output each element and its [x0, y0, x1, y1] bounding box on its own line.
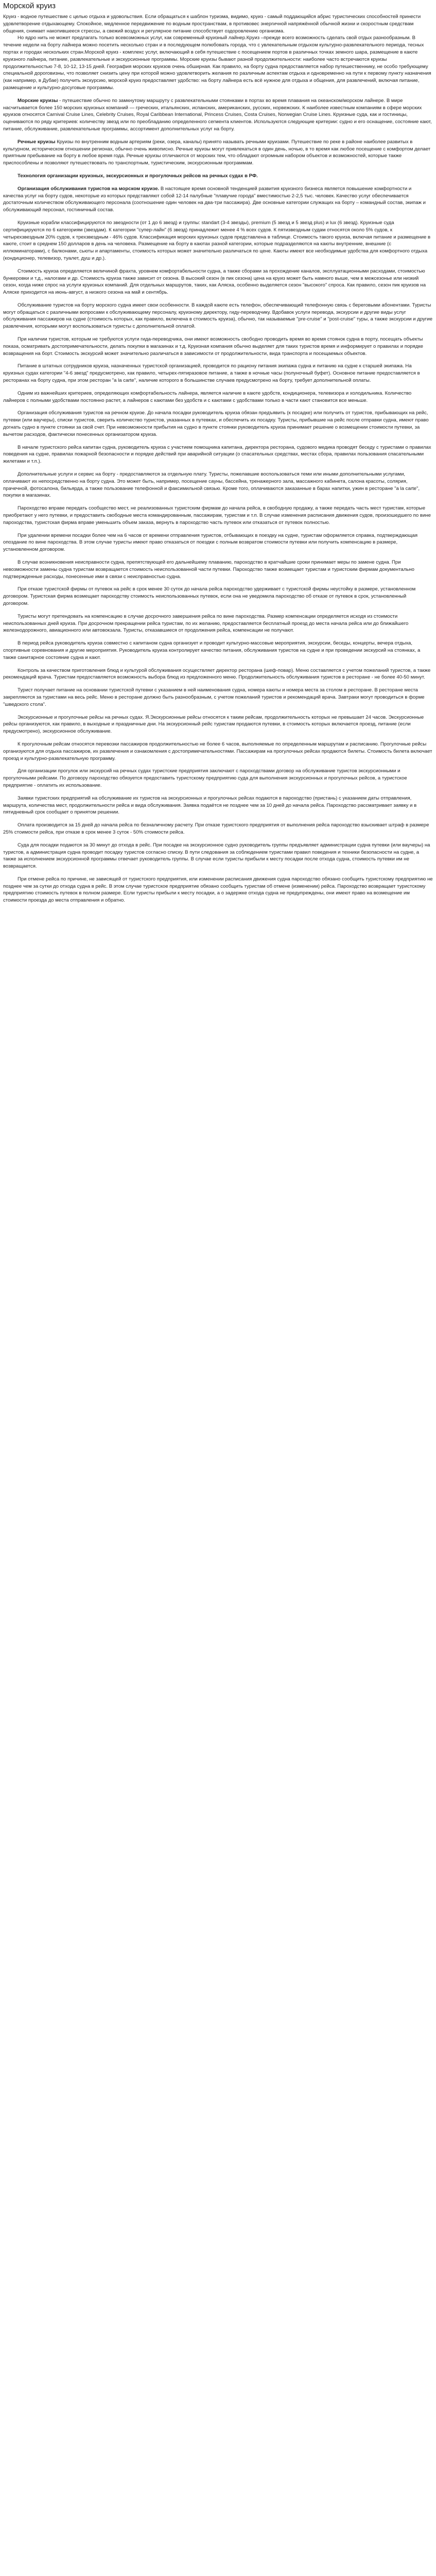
- paragraph: [3, 185, 433, 214]
- paragraph: [3, 822, 433, 836]
- paragraph-text: Организация обслуживания туристов на речном круизе. До начала посадки руководитель круиза обязан предъявить (к посадке) или получить от туристов, прибывающих на рейс, путевки (или ваучеры), списки туристов, сверить количество туристов, указанных в путевках, и обеспечить их посадку. Туристы, прибывшие на рейс после отправки судна, имеют право догнать судно в пункте стоянки за свой счет. При невозможности прибытия на судно в пункте стоянки руководитель круиза принимает решение о возмещении стоимости путевки, за вычетом расходов, фактически понесенных организатором круиза.: [3, 410, 429, 437]
- paragraph-text: Заявки туристских предприятий на обслуживание их туристов на экскурсионных и прогулочных рейсах подаются в пароходство (пристань) с указанием даты отправления, маршрута, количества мест, продолжительности рейса и вида обслуживания. Заявка подаётся не позднее чем за 10 дней до начала рейса. Пароходство рассматривает заявку и в пятидневный срок сообщает о принятом решении.: [3, 795, 417, 816]
- paragraph: [3, 13, 433, 35]
- paragraph-lead: Речные круизы: [18, 139, 56, 145]
- paragraph-text: В случае возникновения неисправности судна, препятствующей его дальнейшему плаванию, пароходство в кратчайшие сроки принимает меры по замене судна. При невозможности замены судна туристам возвращается стоимость неиспользованной части путевки. Пароходство также возмещает туристам и туристским фирмам документально подтвержденные расходы, понесенные ими в связи с неисправностью судна.: [3, 560, 414, 580]
- paragraph-text: Питание в штатных сотрудников круиза, назначенных туристской организацией, проводится по рациону питания экипажа судна и питанию на судне к старшей экипажа. На круизных судах категории "4-6 звезд" предусмотрено, как правило, четырех-пятиразовое питание, а также в ночные часы (полуночный буфет). Основное питание предоставляется в ресторанах на борту судна, при этом ресторан "a la carte", наличие которого в большинстве случаев предусмотрено на борту, требует дополнительной оплаты.: [3, 363, 420, 384]
- paragraph-text: К прогулочным рейсам относятся перевозки пассажиров продолжительностью не более 6 часов, выполняемые по определенным маршрутам и расписанию. Прогулочные рейсы организуются для отдыха пассажиров, их развлечения и ознакомления с достопримечательностями. Пассажирам на прогулочных рейсах продаются билеты. Стоимость билета включает проезд и культурно-развлекательную программу.: [3, 741, 432, 761]
- paragraph: [3, 586, 433, 607]
- paragraph-text: Круиз - водное путешествие с целью отдыха и удовольствия. Если обращаться к шаблон туризма, видимо, круиз - самый поддающийся абрис туристических способностей принести удовлетворение отдыхающему. Спокойное, медленное передвижение по водным пространствам, в противовес энергичной напряжённой обычной жизни и скоростным средствам общения, снимает накопившееся стрессы, а свежий воздух и регулярное питание способствует оздоровлению организма.: [3, 14, 421, 34]
- paragraph-text: Туристы могут претендовать на компенсацию в случае досрочного завершения рейса по вине пароходства. Размер компенсации определяется исходя из стоимости неиспользованных дней круиза. При досрочном прекращении рейса туристам, по их желанию, предоставляется бесплатный проезд до места начала рейса или до ближайшего железнодорожного, авиационного или автовокзала. Туристы, отказавшиеся от продолжения рейса, компенсации не получают.: [3, 613, 409, 634]
- paragraph: [3, 390, 433, 404]
- paragraph: [3, 302, 433, 330]
- paragraph: [3, 173, 433, 180]
- paragraph: [3, 842, 433, 870]
- paragraph-text: Экскурсионные и прогулочные рейсы на речных судах. Я.Экскурсионные рейсы относятся к таким рейсам, продолжительность которых не превышает 24 часов. Экскурсионные рейсы организуются, как правило, в выходные и праздничные дни. На экскурсионный рейс туристам продаются путевки, в стоимость которых включается проезд, питание (если предусмотрено), экскурсионное обслуживание.: [3, 714, 424, 735]
- paragraph-text: Пароходство вправе передать сообщество мест, не реализованных туристским фирмам до начала рейса, в свободную продажу, а также передать часть мест туристам, которые приобретают у него путевки, и предоставить свободные места командированным, пассажирам, туристам и т.п. В случае изменения расписания движения судов, произошедшего по вине пароходства, туристская фирма вправе уменьшить объем заказа, вернуть в пароходство часть путевок или отказаться от путевок полностью.: [3, 505, 431, 526]
- paragraph: [3, 741, 433, 762]
- paragraph-text: Круизы по внутренним водным артериям (реки, озера, каналы) принято называть речными круизами. Путешествие по реке в районе наиболее развитых в культурном, историческом отношении регионах, обычно очень живописно. Речные круизы могут привлекаться в один день, ночью, в то время как любое посещение с комфортом делает приятным пребывание на борту в любое время года. Речные круизы отличаются от морских тем, что обладают огромным набором объектов и возможностей, которые также приспособлены и позволяют путешествовать по транспортным, туристическим, экскурсионным программам.: [3, 139, 431, 166]
- paragraph-text: Оплата производится за 15 дней до начала рейса по безналичному расчету. При отказе туристского предприятия от выполнения рейса пароходство взыскивает штраф в размере 25% стоимости рейса, при отказе в срок менее 3 суток - 50% стоимости рейса.: [3, 822, 429, 835]
- page-title: Морской круиз: [3, 2, 56, 10]
- paragraph-text: Стоимость круиза определяется величиной фрахта, уровнем комфортабельности судна, а также сборами за прохождение каналов, эксплуатационными расходами, стоимостью бункеровки и т.д., налогами и др. Стоимость круиза также зависит от сезона. В высокий сезон (в пик сезона) цена на круиз может быть намного выше, чем в межсезонье или низкий сезон, когда ниже спрос на услуги круизных компаний. Для отдельных маршрутов, таких, как Аляска, особенно выделяется сезон "высокого" спроса. Как правило, сезон пик круизов на Аляске приходится на июнь-август, а низкого сезона на май и сентябрь.: [3, 268, 426, 296]
- paragraph: [3, 336, 433, 357]
- paragraph-text: Но ядро нить не может предлагать только всевозможных услуг, как современный круизный лайнер.Круиз –прежде всего возможность сделать свой отдых разнообразным. В течение недели на борту лайнера можно посетить несколько стран и в последующем полюбовать города, что с увлекательным отдыхом культурно-развлекательного периода, тесных портах и городах нескольких стран.Морской круиз - комплекс услуг, включающий в себя путешествие с посещением портов в различных точках земного шара, размещение в каюте круизного лайнера, питание, развлекательные и экскурсионные программы. Морские круизы бывают разной продолжительности: наиболее часто встречаются круизы продолжительностью 7-8, 10-12, 13-15 дней. География морских круизов очень обширная. Как правило, на борту судна предоставляется набор путешественнику, не особо требующему специальной дороговизны, что позволяет снизить цену при которой можно удовлетворить желания по различным аспектам отдыха и одновременно на пути к первому пункту назначения (как например, в Дубае) получить экскурсию, морской круиз предоставляет удобство: на борту лайнера есть всё нужное для отдыха и общения, для развлечений, включая питание, размещение и культурно-досуговые программы.: [3, 35, 431, 91]
- paragraph-text: При наличии туристов, которым не требуются услуги гида-переводчика, они имеют возможность свободно проводить время во время стоянок судна в порту, посещать объекты показа, осматривать достопримечательности, делать покупки в магазинах и т.д. Круизная компания обычно выделяет для таких туристов время и информирует о правилах и порядке возвращения на борт. Стоимость экскурсий может значительно различаться в зависимости от продолжительности, вида транспорта и посещаемых объектов.: [3, 336, 423, 357]
- paragraph: [3, 471, 433, 499]
- paragraph: [3, 219, 433, 262]
- paragraph-lead: Морские круизы: [18, 97, 58, 104]
- paragraph: [3, 97, 433, 133]
- paragraph-text: Одним из важнейших критериев, определяющих комфортабельность лайнера, является наличие в каюте удобств, кондиционера, телевизора и холодильника. Количество лайнеров с полными удобствами постоянно растет, а лайнеров с каютами без удобств и с каютами с удобствами только в части кают становится все меньше.: [3, 390, 412, 403]
- paragraph-text: Турист получает питание на основании туристской путевки с указанием в ней наименования судна, номера каюты и номера места за столом в ресторане. В ресторане места закрепляются за туристами на весь рейс. Меню в ресторане должно быть разнообразным, с учетом пожеланий туристов и рекомендаций врача. Завтраки могут проводиться в форме "шведского стола".: [3, 687, 425, 707]
- paragraph-text: Обслуживание туристов на борту морского судна имеет свои особенности. В каждой каюте есть телефон, обеспечивающий телефонную связь с береговыми абонентами. Туристы могут обращаться с различными вопросами к обслуживающему персоналу, круизному директору, гиду-переводчику. Вдобавок услуги перевода, экскурсии и другие виды услуг обслуживания пассажиров на судне (стоимость которых, как правило, включена в стоимость круиза), обычно, так называемые "pre-cruise" и "post-cruise" туры, а также экскурсии и другие развлечения, которыми могут воспользоваться туристы с дополнительной оплатой.: [3, 302, 433, 330]
- paragraph-lead: Технология организации круизных, экскурсионных и прогулочных рейсов на речных судах в РФ.: [18, 173, 258, 179]
- paragraph: [3, 876, 433, 904]
- paragraph-lead: Организация обслуживания туристов на морском круизе.: [18, 185, 160, 192]
- paragraph: [3, 768, 433, 789]
- paragraph-text: Суда для посадки подаются за 30 минут до отхода в рейс. При посадке на экскурсионное судно руководитель группы предъявляет администрации судна путевки (или ваучеры) на туристов, а администрация судна проводит посадку туристов согласно списку. В пути следования за соблюдением туристами правил поведения и техники безопасности на судне, а также за исполнением экскурсионной программы отвечает руководитель группы. В случае если туристы прибыли к месту посадки после отхода судна, стоимость путевки им не возвращается.: [3, 842, 430, 870]
- paragraph-text: Контроль за качеством приготовления блюд и культурой обслуживания осуществляет директор ресторана (шеф-повар). Меню составляется с учетом пожеланий туристов, а также рекомендаций врача. Туристам предоставляется возможность выбора блюд из предложенного меню. Продолжительность обслуживания туристов в ресторане - не более 40-50 минут.: [3, 667, 431, 681]
- paragraph: [3, 139, 433, 167]
- paragraph-text: При отказе туристской фирмы от путевок на рейс в срок менее 30 суток до начала рейса пароходство удерживает с туристской фирмы неустойку в размере, установленном договором. Туристская фирма возмещает пароходству стоимость неиспользованных путевок, если она не уведомила пароходство об отказе от путевок в срок, установленный договором.: [3, 586, 416, 606]
- paragraph-text: В период рейса руководитель круиза совместно с капитаном судна организует и проводит культурно-массовые мероприятия, экскурсии, беседы, концерты, вечера отдыха, спортивные соревнования и другие мероприятия. Руководитель круиза контролирует качество питания, обслуживания туристов на судне и при проведении экскурсий на стоянках, а также санитарное состояние судна и кают.: [3, 640, 421, 660]
- paragraph: [3, 795, 433, 816]
- paragraph: [3, 640, 433, 661]
- paragraph-text: Круизные корабли классифицируются по звездности (от 1 до 6 звезд) и группы: standart (3-4 звезды), premium (5 звезд и 5 звезд plus) и lux (6 звезд). Круизные суда сертифицируются по 6 категориям (звездам). К категории "супер-лайн" (6 звезд) принадлежит менее 4 % всех судов. К пятизвездным судам относятся около 5% судов, к четырехзвездным 20% судов, к трехзвездным - 46% судов. Классификация морских круизных судов представлена в таблице. Стоимость такого круиза, включая питание и размещение в каюте, стоит в среднем 150 долларов в день на человека. Размещение на борту в каютах разной категории, которые подразделяются на каюты внутренние, внешние (с иллюминаторами), с балконами, сьюты и апартаменты, стоимость которых может значительно различаться по цене. Каюты имеют все необходимые удобства для комфортного отдыха (кондиционер, телевизор, туалет, душ и др.).: [3, 219, 431, 261]
- paragraph-text: При удалении времени посадки более чем на 6 часов от времени отправления туристов, отбывающих в поездку на судне, туристам оформляется справка, подтверждающая опоздание по вине пароходства. В этом случае туристы имеют право отказаться от поездки с полным возвратом стоимости путевки или получить компенсацию в размере, установленном договором.: [3, 532, 418, 553]
- paragraph: [3, 410, 433, 438]
- paragraph: [3, 363, 433, 384]
- paragraph: [3, 268, 433, 296]
- paragraph: [3, 505, 433, 526]
- paragraph: [3, 714, 433, 735]
- paragraph-text: - путешествие обычно по замкнутому маршруту с развлекательными стоянками в портах во время плавания на океанском/морском лайнере. В мире насчитывается более 150 морских круизных компаний — греческих, итальянских, испанских, американских, русских, норвежских. К наиболее известным компаниям в сфере морских круизов относятся Carnival Cruise Lines, Celebrity Cruises, Royal Caribbean International, Princess Cruises, Costa Cruises, Norwegian Cruise Lines. Круизные суда, как и гостиницы, оцениваются по ряду критериев: количеству звезд или по преобладанию определенного сегмента клиентов. Используются следующие критерии: судно и его оснащение, состояние кают, питание, обслуживание, развлекательные программы, ассортимент дополнительных услуг на борту.: [3, 97, 432, 132]
- paragraph-text: В начале туристского рейса капитан судна, руководитель круиза с участием помощника капитана, директора ресторана, судового медика проводят беседу с туристами о правилах поведения на судне, правилах пожарной безопасности и порядке действий при аварийной ситуации (о спасательных средствах, местах сбора, правилах пользования спасательными жилетами и т.п.).: [3, 444, 431, 465]
- paragraph-text: В настоящее время основной тенденцией развития круизного бизнеса является повышение комфортности и качества услуг на борту судов, некоторые из которых представляют собой 12-14 палубные "плавучие города" вместимостью 2-2,5 тыс. человек. Качество услуг обеспечивается достаточным количеством обслуживающего персонала (соотношение один человек на два-три пассажира). Две основные категории служащих на борту – командный состав, экипаж и обслуживающий персонал, гостиничный состав.: [3, 185, 426, 213]
- paragraph: [3, 532, 433, 553]
- paragraph: [3, 667, 433, 682]
- paragraph: [3, 444, 433, 465]
- paragraph: [3, 687, 433, 708]
- paragraph: [3, 559, 433, 580]
- paragraph: [3, 35, 433, 91]
- paragraph-text: При отмене рейса по причине, не зависящей от туристского предприятия, или изменении расписания движения судна пароходство обязано сообщить туристскому предприятию не позднее чем за сутки до отхода судна в рейс. В этом случае туристское предприятие обязано сообщить туристам об отмене (изменении) рейса. Пароходство возвращает туристскому предприятию стоимость путевок в полном размере. Если туристы прибыли к месту посадки, а о задержке отхода судна не предупреждены, они имеют право на возмещение им стоимости проезда до места отправления и обратно.: [3, 876, 433, 904]
- article-body: [3, 13, 433, 904]
- paragraph-text: Дополнительные услуги и сервис на борту - предоставляются за отдельную плату. Туристы, пожелавшие воспользоваться теми или иными дополнительными услугами, оплачивают их непосредственно на борту судна. Это может быть, например, посещение сауны, бассейна, тренажерного зала, массажного кабинета, салона красоты, солярия, прачечной, фотосалона, бильярда, а также пользование телефонной и факсимильной связью. Кроме того, оплачиваются заказанные в барах напитки, ужин в ресторане "a la carte", покупки в магазинах.: [3, 471, 420, 499]
- paragraph-text: Для организации прогулок или экскурсий на речных судах туристские предприятия заключают с пароходствами договор на обслуживание туристов экскурсионными и прогулочными рейсами. По договору пароходство обязуется предоставить туристскому предприятию суда для выполнения экскурсионных и прогулочных рейсов, а туристское предприятие - оплатить их использование.: [3, 768, 407, 788]
- paragraph: [3, 613, 433, 634]
